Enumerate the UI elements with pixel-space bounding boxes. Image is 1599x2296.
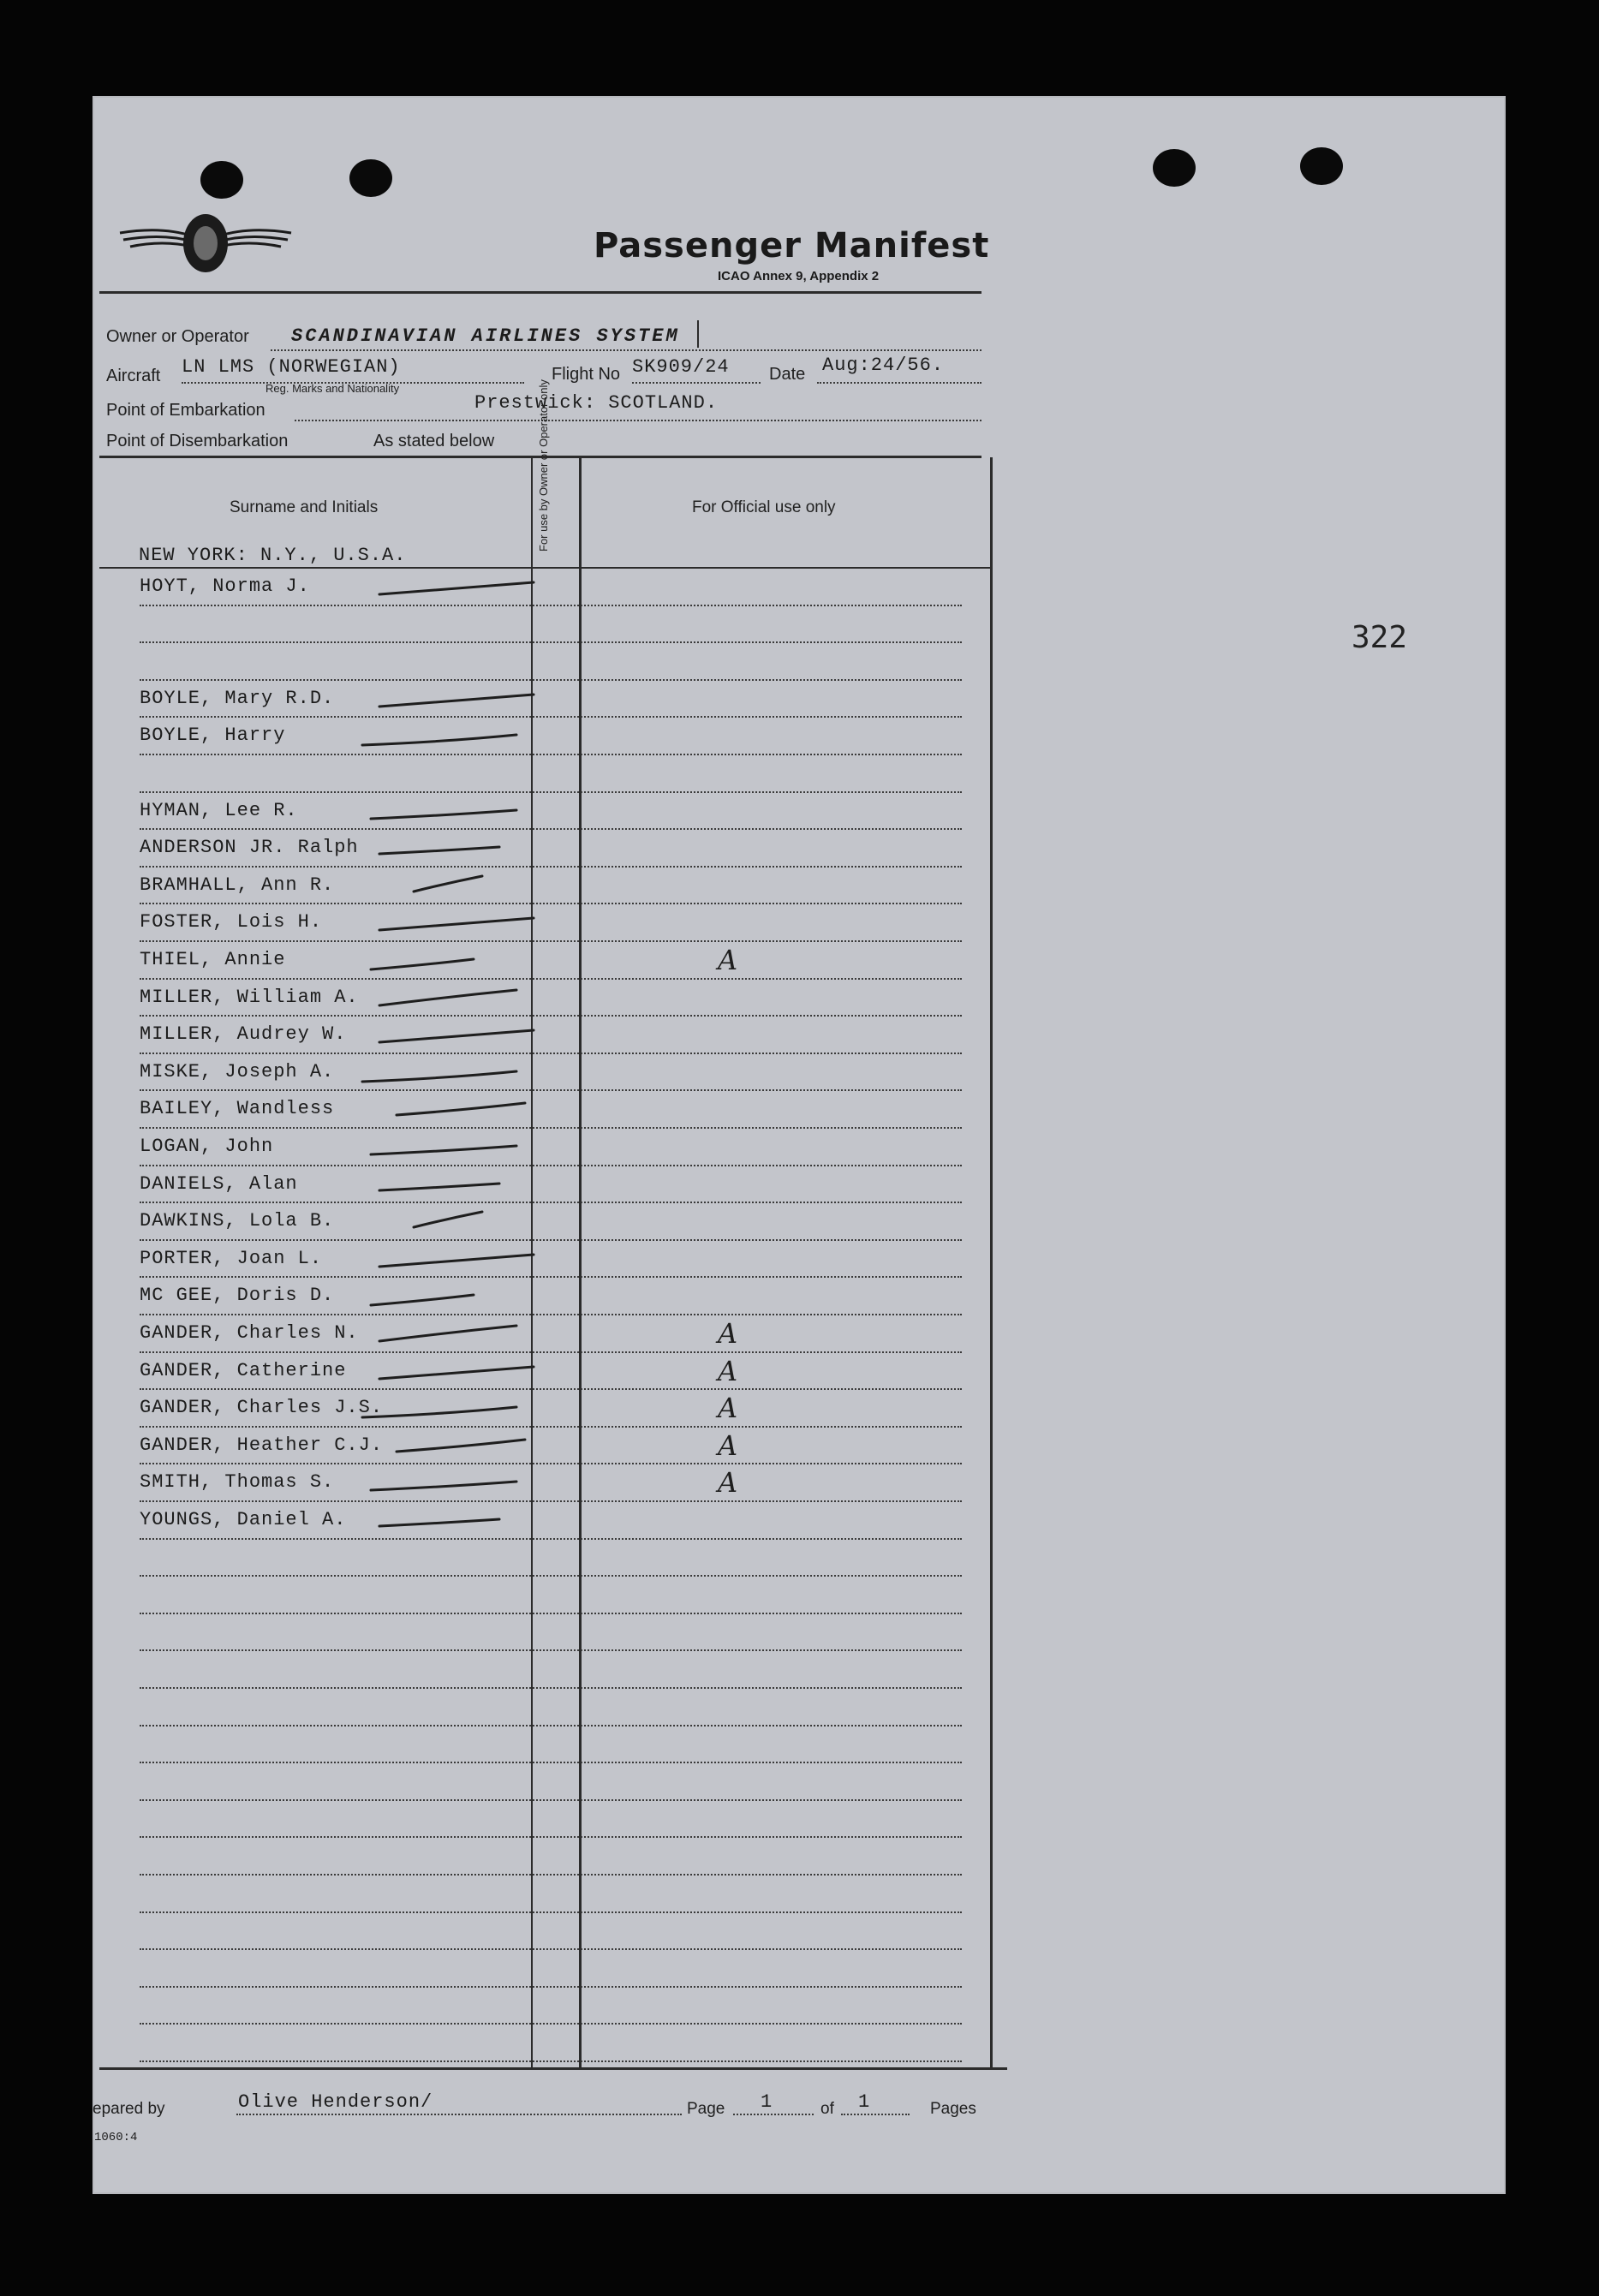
official-mark: A: [718, 1354, 738, 1387]
prepared-by-label: epared by: [92, 2100, 165, 2118]
checkmark-stroke-icon: [345, 1241, 602, 1275]
archive-number: 322: [1351, 620, 1408, 655]
checkmark-stroke-icon: [345, 1353, 602, 1387]
checkmark-stroke-icon: [345, 1428, 602, 1462]
passenger-name: DAWKINS, Lola B.: [140, 1210, 335, 1232]
passenger-name: FOSTER, Lois H.: [140, 911, 323, 933]
surname-column-header: Surname and Initials: [230, 498, 379, 516]
prepared-by-underline: [236, 2114, 682, 2115]
table-row: [92, 1390, 949, 1428]
aircraft-label: Aircraft: [106, 367, 161, 385]
aircraft-value: LN LMS (NORWEGIAN): [182, 356, 401, 378]
checkmark-stroke-icon: [345, 830, 602, 864]
table-row: [92, 1464, 949, 1502]
embarkation-label: Point of Embarkation: [106, 401, 266, 420]
table-row: [92, 569, 949, 606]
table-row: [92, 1502, 949, 1540]
row-divider: [140, 2060, 962, 2062]
checkmark-stroke-icon: [345, 1017, 602, 1051]
passenger-name: GANDER, Heather C.J.: [140, 1434, 384, 1456]
row-divider: [140, 1762, 962, 1763]
page-underline: [733, 2114, 814, 2115]
embarkation-value: Prestwick: SCOTLAND.: [474, 392, 719, 414]
passenger-name: LOGAN, John: [140, 1136, 274, 1157]
table-row: [92, 1278, 949, 1315]
punch-hole: [349, 159, 392, 197]
page-total-underline: [841, 2114, 910, 2115]
checkmark-stroke-icon: [345, 868, 602, 902]
form-code: 1060:4: [94, 2131, 138, 2144]
table-row: [92, 1129, 949, 1166]
passenger-name: HYMAN, Lee R.: [140, 799, 298, 821]
checkmark-stroke-icon: [345, 1278, 602, 1312]
operator-column-header: For use by Owner or Operator only: [537, 379, 550, 552]
passenger-name: BAILEY, Wandless: [140, 1098, 335, 1120]
official-mark: A: [718, 1466, 738, 1500]
checkmark-stroke-icon: [345, 1166, 602, 1201]
row-divider: [140, 1836, 962, 1838]
row-divider: [140, 1687, 962, 1689]
of-label: of: [820, 2100, 834, 2118]
table-row: [92, 1091, 949, 1129]
destination-label: NEW YORK: N.Y., U.S.A.: [139, 545, 407, 566]
row-divider: [140, 1538, 962, 1540]
checkmark-stroke-icon: [345, 1464, 602, 1499]
passenger-name: MISKE, Joseph A.: [140, 1060, 335, 1082]
row-divider: [140, 1725, 962, 1726]
table-row: [92, 1315, 949, 1353]
passenger-name: THIEL, Annie: [140, 949, 286, 970]
checkmark-stroke-icon: [345, 569, 602, 603]
row-divider: [140, 1649, 962, 1651]
checkmark-stroke-icon: [345, 1203, 602, 1237]
checkmark-stroke-icon: [345, 1091, 602, 1125]
owner-underline: [271, 349, 981, 351]
row-divider: [140, 1613, 962, 1614]
flight-value: SK909/24: [632, 356, 730, 378]
checkmark-stroke-icon: [345, 942, 602, 976]
flight-underline: [632, 382, 761, 384]
table-row: [92, 980, 949, 1017]
checkmark-stroke-icon: [345, 1129, 602, 1163]
row-divider: [140, 1911, 962, 1913]
passenger-name: MILLER, William A.: [140, 986, 359, 1008]
row-divider: [140, 1874, 962, 1876]
passenger-name: HOYT, Norma J.: [140, 575, 310, 597]
date-underline: [817, 382, 981, 384]
official-column-header: For Official use only: [692, 498, 836, 516]
official-mark: A: [718, 944, 738, 976]
passenger-name: GANDER, Charles J.S.: [140, 1397, 384, 1419]
aircraft-hint: Reg. Marks and Nationality: [266, 382, 400, 395]
official-mark: A: [718, 1428, 738, 1462]
table-row: [92, 1017, 949, 1054]
table-row: [92, 681, 949, 719]
owner-label: Owner or Operator: [106, 327, 249, 346]
table-row: [92, 643, 949, 681]
official-mark: A: [718, 1317, 738, 1350]
passenger-name: BOYLE, Mary R.D.: [140, 687, 335, 709]
airline-wings-logo-icon: [111, 207, 300, 276]
table-right-border: [990, 457, 993, 2067]
table-row: [92, 1428, 949, 1465]
manifest-sheet: [92, 96, 1506, 2194]
passenger-name: MC GEE, Doris D.: [140, 1285, 335, 1307]
checkmark-stroke-icon: [345, 1390, 602, 1424]
passenger-name: BOYLE, Harry: [140, 725, 286, 747]
flight-label: Flight No: [552, 365, 621, 384]
table-row: [92, 718, 949, 755]
prepared-by-value: Olive Henderson/: [238, 2091, 433, 2113]
page-label: Page: [687, 2100, 725, 2118]
official-mark: A: [718, 1392, 738, 1425]
table-bottom-rule: [99, 2067, 1007, 2070]
table-row: [92, 830, 949, 868]
checkmark-stroke-icon: [345, 1502, 602, 1536]
page-total: 1: [858, 2091, 871, 2113]
passenger-name: DANIELS, Alan: [140, 1172, 298, 1195]
passenger-name: SMITH, Thomas S.: [140, 1471, 335, 1494]
date-label: Date: [769, 365, 806, 384]
passenger-name: PORTER, Joan L.: [140, 1247, 323, 1269]
table-row: [92, 904, 949, 942]
punch-hole: [1153, 149, 1196, 187]
checkmark-stroke-icon: [345, 1054, 602, 1088]
checkmark-stroke-icon: [345, 793, 602, 827]
checkmark-stroke-icon: [345, 980, 602, 1014]
checkmark-stroke-icon: [345, 1315, 602, 1350]
table-row: [92, 755, 949, 793]
header-rule: [99, 291, 981, 294]
table-row: [92, 1054, 949, 1092]
row-divider: [140, 2023, 962, 2025]
passenger-name: GANDER, Charles N.: [140, 1322, 359, 1344]
table-row: [92, 1353, 949, 1391]
aircraft-underline: [182, 382, 524, 384]
row-divider: [140, 1799, 962, 1801]
checkmark-stroke-icon: [345, 904, 602, 939]
pages-label: Pages: [930, 2100, 976, 2118]
table-row: [92, 868, 949, 905]
manifest-subtitle: ICAO Annex 9, Appendix 2: [718, 269, 880, 283]
table-row: [92, 1241, 949, 1279]
passenger-name: GANDER, Catherine: [140, 1359, 347, 1381]
manifest-title: Passenger Manifest: [594, 226, 990, 265]
passenger-name: YOUNGS, Daniel A.: [140, 1509, 347, 1530]
disembarkation-value: As stated below: [373, 432, 495, 450]
table-row: [92, 942, 949, 980]
owner-value: SCANDINAVIAN AIRLINES SYSTEM: [291, 325, 680, 347]
passenger-name: ANDERSON JR. Ralph: [140, 837, 359, 859]
table-row: [92, 1203, 949, 1241]
row-divider: [140, 1986, 962, 1988]
disembarkation-label: Point of Disembarkation: [106, 432, 289, 450]
owner-mark: [697, 320, 699, 348]
checkmark-stroke-icon: [345, 718, 602, 752]
passenger-name: BRAMHALL, Ann R.: [140, 874, 335, 896]
punch-hole: [1300, 147, 1343, 185]
punch-hole: [200, 161, 243, 199]
row-divider: [140, 1575, 962, 1577]
date-value: Aug:24/56.: [822, 355, 945, 376]
page-number: 1: [761, 2091, 773, 2113]
embarkation-underline: [295, 420, 981, 421]
table-row: [92, 793, 949, 831]
row-divider: [140, 1948, 962, 1950]
table-row: [92, 1166, 949, 1204]
passenger-name: MILLER, Audrey W.: [140, 1023, 347, 1046]
checkmark-stroke-icon: [345, 681, 602, 715]
table-row: [92, 606, 949, 644]
